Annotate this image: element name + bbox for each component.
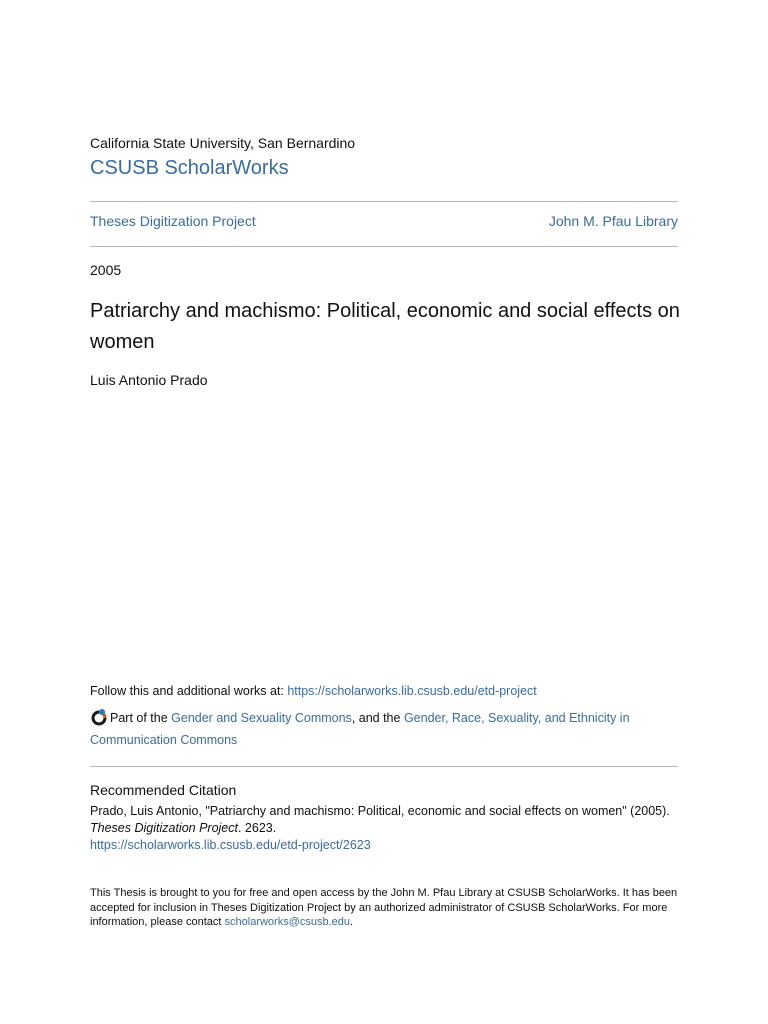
- top-divider: [90, 201, 678, 202]
- citation-number: . 2623.: [237, 821, 277, 835]
- collection-link[interactable]: Theses Digitization Project: [90, 213, 256, 229]
- follow-label: Follow this and additional works at:: [90, 684, 288, 698]
- citation-series-line: [90, 820, 690, 837]
- citation-text: Prado, Luis Antonio, "Patriarchy and machismo: Political, economic and social effects on women" (2005).: [90, 804, 670, 818]
- citation-url-link[interactable]: https://scholarworks.lib.csusb.edu/etd-project/2623: [90, 838, 371, 852]
- publication-year: 2005: [90, 262, 122, 278]
- library-link[interactable]: John M. Pfau Library: [548, 213, 678, 229]
- follow-line: [90, 684, 537, 698]
- commons-link-communication[interactable]: Gender, Race, Sexuality, and Ethnicity in Communication Commons: [90, 711, 630, 747]
- citation-divider: [90, 766, 678, 767]
- nav-divider: [90, 246, 678, 247]
- thesis-title: Patriarchy and machismo: Political, economic and social effects on women: [90, 300, 680, 353]
- repository-link[interactable]: CSUSB ScholarWorks: [90, 157, 289, 179]
- institution-name: California State University, San Bernardino: [90, 135, 356, 151]
- access-notice-end: .: [350, 916, 354, 928]
- collection-url-link[interactable]: https://scholarworks.lib.csusb.edu/etd-project: [287, 684, 537, 698]
- open-access-icon: [90, 711, 110, 725]
- disciplines-line: [90, 707, 678, 751]
- access-notice: [90, 886, 678, 930]
- part-of-prefix: Part of the: [110, 711, 172, 725]
- author-name: Luis Antonio Prado: [90, 372, 208, 388]
- citation-heading: Recommended Citation: [90, 782, 237, 798]
- part-of-joiner: , and the: [351, 711, 404, 725]
- commons-link-gender-sexuality[interactable]: Gender and Sexuality Commons: [171, 711, 352, 725]
- citation-block: [90, 803, 690, 854]
- citation-series: Theses Digitization Project: [90, 821, 238, 835]
- contact-email-link[interactable]: scholarworks@csusb.edu: [224, 916, 351, 928]
- access-notice-text: This Thesis is brought to you for free and open access by the John M. Pfau Library at CSUSB ScholarWorks. It has been accepted for inclusion in Theses Digitization Project by an authorized administrator of CSUSB ScholarWorks. For more information, please contact: [90, 887, 678, 928]
